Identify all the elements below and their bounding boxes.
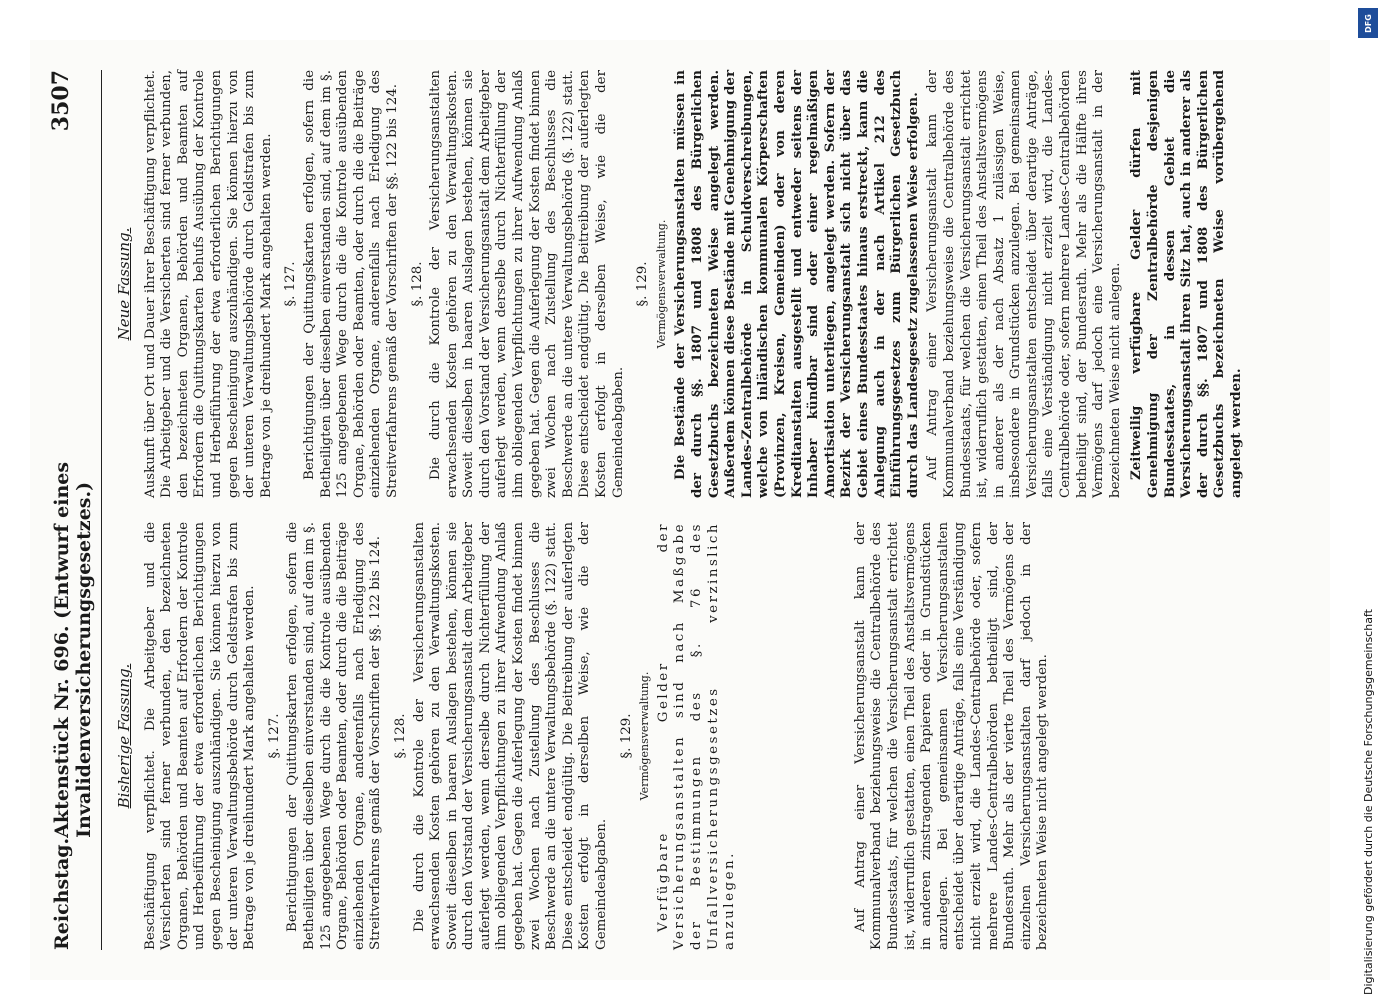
spacer — [743, 522, 853, 950]
left-s129-text: Verfügbare Gelder der Versicherungsanstalten sind nach Maßgabe der Bestimmungen des §. 76 des Unfallversicherungsgesetzes verzinslich anzulegen. — [655, 522, 738, 950]
digitization-credit — [1362, 5, 1375, 995]
right-s129-title: §. 129. — [635, 261, 651, 307]
page-number: 3507 — [48, 70, 74, 132]
right-column — [112, 70, 1342, 498]
dfg-logo: DFG — [1358, 8, 1378, 38]
right-intro: Auskunft über Ort und Dauer ihrer Beschäftigung verpflichtet. Die Arbeitgeber und die Versicherten sind ferner verbunden, den bezeichneten Organen, Behörden und Beamten auf Erfordern die Quittungskarten behufs Ausübung der Kontrole und Herbeiführung der etwa erforderlichen Berichtigungen gegen Bescheinigung auszuhändigen. Sie können hierzu von der unteren Verwaltungsbehörde durch Geldstrafen bis zum Betrage von je dreihundert Mark angehalten werden. — [142, 70, 274, 498]
left-column — [112, 522, 1342, 950]
left-s127-title: §. 127. — [266, 713, 282, 759]
left-s128-text: Die durch die Kontrole der Versicherungsanstalten erwachsenden Kosten gehören zu den Verwaltungskosten. Soweit dieselben in baaren Auslagen bestehen, können sie durch den Vorstand der Versicherungsanstalt dem Arbeitgeber auferlegt werden, wenn derselbe durch Nichterfüllung der ihm obliegenden Verpflichtungen zu ihrer Aufwendung Anlaß gegeben hat. Gegen die Auferlegung der Kosten findet binnen zwei Wochen nach Zustellung des Beschlusses die Beschwerde an die untere Verwaltungsbehörde (§. 122) statt. Diese entscheidet endgültig. Die Beitreibung der auferlegten Kosten erfolgt in derselben Weise, wie die der Gemeindeabgaben. — [411, 521, 610, 950]
header-title: Aktenstück Nr. 696. — [51, 625, 73, 838]
right-s128-title: §. 128. — [409, 261, 425, 307]
left-s129-text2: Auf Antrag einer Versicherungsanstalt kann der Kommunalverband beziehungsweise die Centralbehörde des Bundesstaats, für welchen die Versicherungsanstalt errichtet ist, widerruflich gestatten, einen Theil des Anstaltsvermögens in anderen zinstragenden Papieren oder in Grundstücken anzulegen. Bei gemeinsamen Versicherungsanstalten entscheidet über derartige Anträge, falls eine Verständigung nicht erzielt wird, die Landes-Centralbehörde oder, sofern mehrere Landes-Centralbehörden betheiligt sind, der Bundesrath. Mehr als der vierte Theil des Vermögens der einzelnen Versicherungsanstalten darf jedoch in der bezeichneten Weise nicht angelegt werden. — [852, 522, 1051, 950]
left-s128-title: §. 128. — [392, 713, 408, 759]
right-column-heading: Neue Fassung. — [115, 227, 133, 341]
left-column-heading: Bisherige Fassung. — [115, 663, 133, 809]
right-s127-text: Berichtigungen der Quittungskarten erfolgen, sofern die Betheiligten über dieselben einverstanden sind, auf dem im §. 125 angegebenen Wege durch die die Kontrole ausübenden Organe, Behörden oder Beamten, oder durch die die Beiträge einziehenden Organe, anderenfalls nach Erledigung des Streitverfahrens gemäß der Vorschriften der §§. 122 bis 124. — [301, 70, 400, 498]
left-intro: Beschäftigung verpflichtet. Die Arbeitgeber und die Versicherten sind ferner verbunden, den bezeichneten Organen, Behörden und Beamten auf Erfordern der Kontrole und Herbeiführung der etwa erforderlichen Berichtigungen gegen Bescheinigung auszuhändigen. Sie können hierzu von der unteren Verwaltungsbehörde durch Geldstrafen bis zum Betrage von je dreihundert Mark angehalten werden. — [142, 522, 258, 950]
left-s129-title: §. 129. — [618, 713, 634, 759]
document-page — [30, 40, 1330, 980]
right-s128-text: Die durch die Kontrole der Versicherungsanstalten erwachsenden Kosten gehören zu den Verwaltungskosten. Soweit dieselben in baaren Auslagen bestehen, können sie durch den Vorstand der Versicherungsanstalt dem Arbeitgeber auferlegt werden, wenn derselbe durch Nichterfüllung der ihm obliegenden Verpflichtungen zu ihrer Aufwendung Anlaß gegeben hat. Gegen die Auferlegung der Kosten findet binnen zwei Wochen nach Zustellung des Beschlusses die Beschwerde an die untere Verwaltungsbehörde (§. 122) statt. Diese entscheidet endgültig. Die Beitreibung der auferlegten Kosten erfolgt in derselben Weise, wie die der Gemeindeabgaben. — [428, 69, 626, 498]
right-s127-title: §. 127. — [283, 261, 299, 307]
header-subtitle: (Entwurf eines Invalidenversicherungsgesetzes.) — [51, 461, 95, 838]
right-s129-bold-text: Die Bestände der Versicherungsanstalten müssen in der durch §§. 1807 und 1808 des Bürgerlichen Gesetzbuchs bezeichneten Weise angelegt werden. Außerdem können diese Bestände mit Genehmigung der Landes-Zentralbehörde in Schuldverschreibungen, welche von inländischen kommunalen Körperschaften (Provinzen, Kreisen, Gemeinden) oder von deren Kreditanstalten ausgestellt und entweder seitens der Inhaber kündbar sind oder einer regelmäßigen Amortisation unterliegen, angelegt werden. Sofern der Bezirk der Versicherungsanstalt sich nicht über das Gebiet eines Bundesstaates hinaus erstreckt, kann die Anlegung auch in der nach Artikel 212 des Einführungsgesetzes zum Bürgerlichen Gesetzbuch durch das Landesgesetz zugelassenen Weise erfolgen. — [672, 70, 921, 498]
right-s129-subtitle: Vermögensverwaltung. — [654, 219, 668, 349]
right-s129-text3: Zeitweilig verfügbare Gelder dürfen mit Genehmigung der Zentralbehörde desjenigen Bundesstaates, in dessen Gebiet die Versicherungsanstalt ihren Sitz hat, auch in anderer als der durch §§. 1807 und 1808 des Bürgerlichen Gesetzbuchs bezeichneten Weise vorübergehend angelegt werden. — [1128, 70, 1244, 498]
right-s129-text2: Auf Antrag einer Versicherungsanstalt kann der Kommunalverband beziehungsweise die Centralbehörde des Bundesstaats, für welchen die Versicherungsanstalt errichtet ist, widerruflich gestatten, einen Theil des Anstaltsvermögens in anderer als der nach Absatz 1 zulässigen Weise, insbesondere in Grundstücken anzulegen. Bei gemeinsamen Versicherungsanstalten entscheidet über derartige Anträge, falls eine Verständigung nicht erzielt wird, die Landes-Centralbehörde oder, sofern mehrere Landes-Centralbehörden betheiligt sind, der Bundesrath. Mehr als die Hälfte ihres Vermögens darf jedoch eine Versicherungsanstalt in der bezeichneten Weise nicht anlegen. — [925, 70, 1123, 498]
page-header — [48, 70, 102, 950]
credit-text: Digitalisierung gefördert durch die Deutsche Forschungsgemeinschaft — [1362, 609, 1375, 995]
header-center — [51, 131, 95, 838]
left-s127-text: Berichtigungen der Quittungskarten erfolgen, sofern die Betheiligten über dieselben einverstanden sind, auf dem im §. 125 angegebenen Wege durch die die Kontrole ausübenden Organe, Behörden oder Beamten, oder durch die die Beiträge einziehenden Organe, anderenfalls nach Erledigung des Streitverfahrens gemäß der Vorschriften der §§. 122 bis 124. — [285, 522, 384, 950]
left-s129-subtitle: Vermögensverwaltung. — [638, 671, 652, 801]
header-left: Reichstag. — [51, 837, 73, 950]
